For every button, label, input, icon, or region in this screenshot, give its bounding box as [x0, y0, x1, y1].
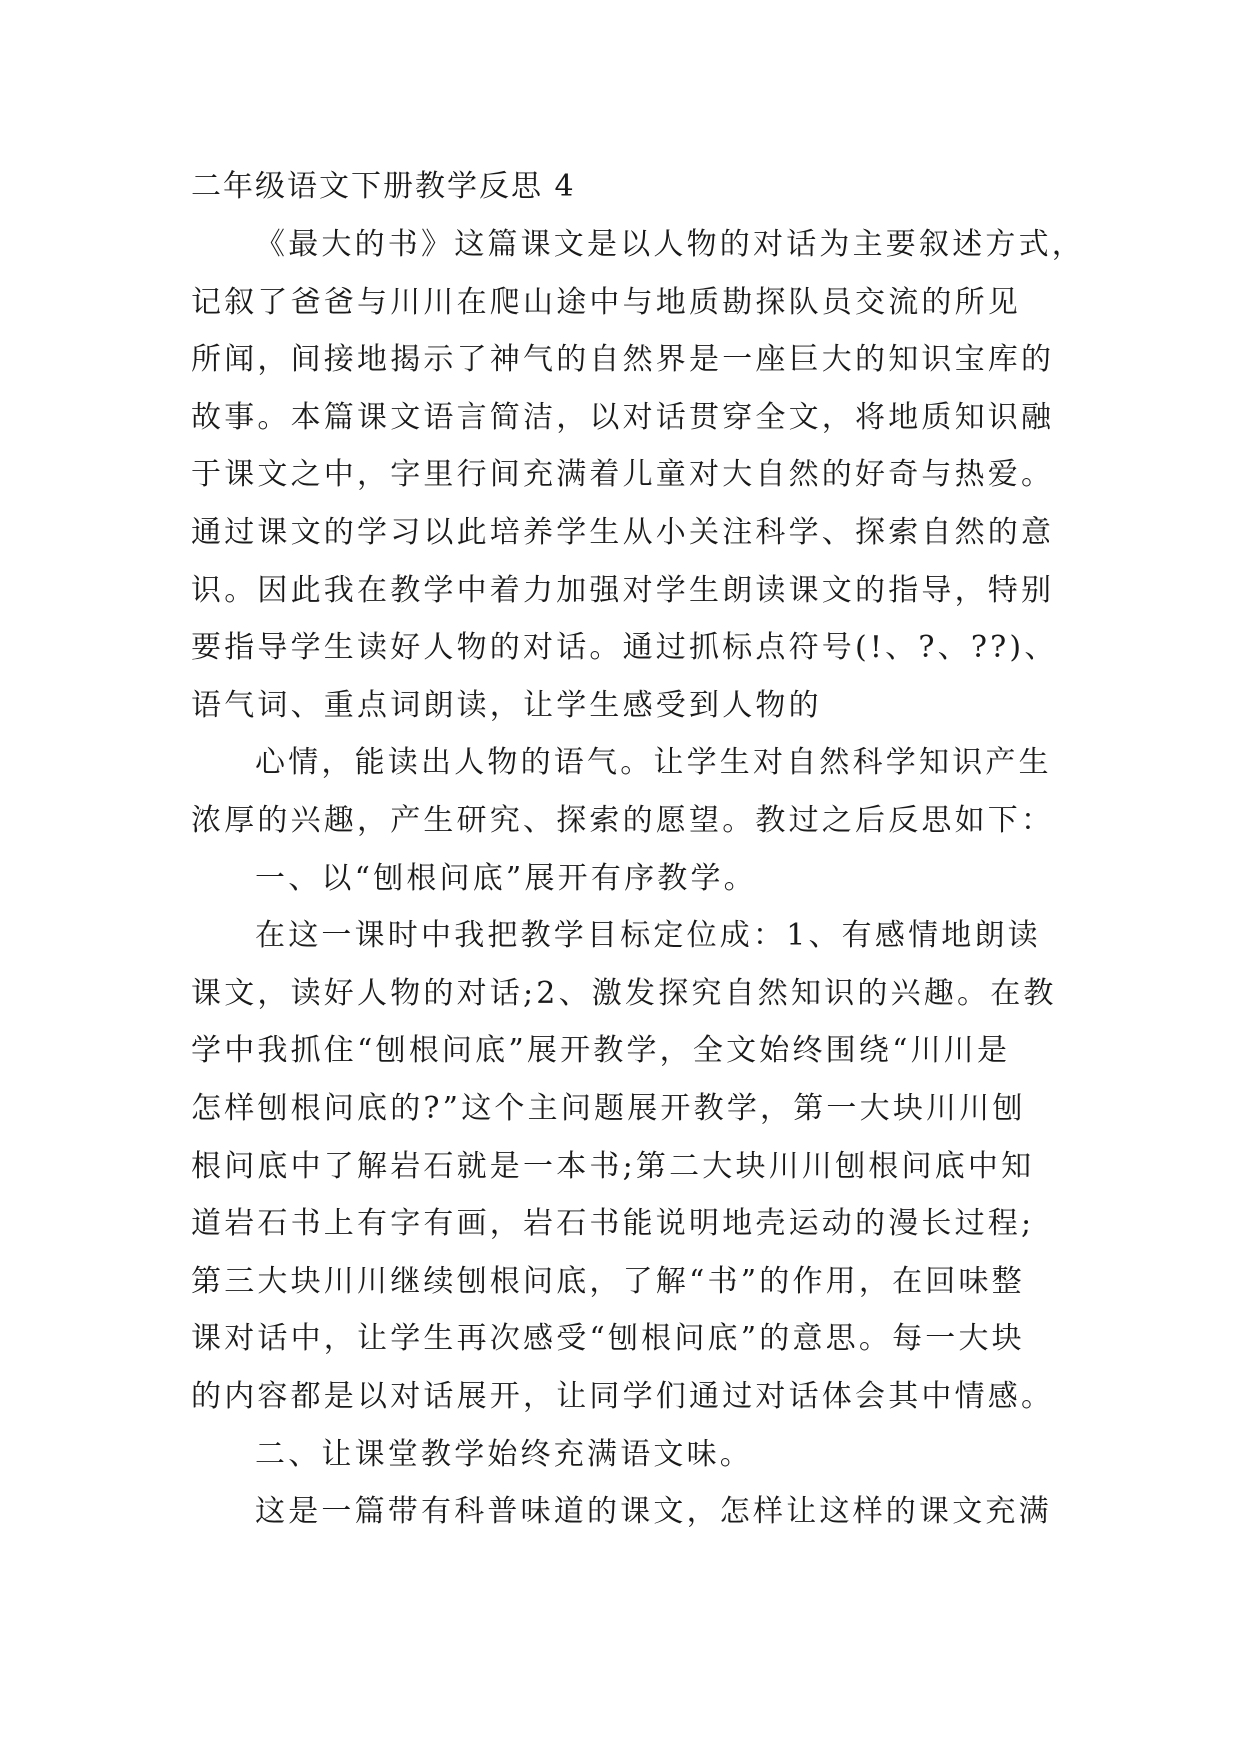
- paragraph-line: 于课文之中，字里行间充满着儿童对大自然的好奇与热爱。: [191, 457, 1055, 492]
- paragraph-line: 这是一篇带有科普味道的课文，怎样让这样的课文充满: [255, 1494, 1052, 1529]
- paragraph-line: 的内容都是以对话展开，让同学们通过对话体会其中情感。: [191, 1379, 1055, 1414]
- paragraph-line: 道岩石书上有字有画，岩石书能说明地壳运动的漫长过程;: [191, 1206, 1035, 1241]
- document-title: 二年级语文下册教学反思 4: [191, 169, 576, 204]
- paragraph-line: 故事。本篇课文语言简洁，以对话贯穿全文，将地质知识融: [191, 400, 1055, 435]
- paragraph-line: 记叙了爸爸与川川在爬山途中与地质勘探队员交流的所见: [191, 285, 1021, 320]
- paragraph-line: 识。因此我在教学中着力加强对学生朗读课文的指导，特别: [191, 573, 1055, 608]
- paragraph-line: 课对话中，让学生再次感受“刨根问底”的意思。每一大块: [191, 1321, 1025, 1356]
- paragraph-line: 《最大的书》这篇课文是以人物的对话为主要叙述方式，: [255, 227, 1085, 262]
- paragraph-line: 语气词、重点词朗读，让学生感受到人物的: [191, 688, 822, 723]
- section-heading: 二、让课堂教学始终充满语文味。: [255, 1437, 753, 1472]
- paragraph-line: 浓厚的兴趣，产生研究、探索的愿望。教过之后反思如下：: [191, 803, 1055, 838]
- paragraph-line: 通过课文的学习以此培养学生从小关注科学、探索自然的意: [191, 515, 1055, 550]
- paragraph-line: 要指导学生读好人物的对话。通过抓标点符号(!、?、??)、: [191, 630, 1058, 665]
- paragraph-line: 第三大块川川继续刨根问底，了解“书”的作用，在回味整: [191, 1264, 1025, 1299]
- paragraph-line: 心情，能读出人物的语气。让学生对自然科学知识产生: [255, 745, 1052, 780]
- paragraph-line: 课文，读好人物的对话;2、激发探究自然知识的兴趣。在教: [191, 976, 1057, 1011]
- section-heading: 一、以“刨根问底”展开有序教学。: [255, 861, 757, 896]
- paragraph-line: 学中我抓住“刨根问底”展开教学，全文始终围绕“川川是: [191, 1033, 1011, 1068]
- paragraph-line: 根问底中了解岩石就是一本书;第二大块川川刨根问底中知: [191, 1149, 1035, 1184]
- paragraph-line: 所闻，间接地揭示了神气的自然界是一座巨大的知识宝库的: [191, 342, 1055, 377]
- paragraph-line: 在这一课时中我把教学目标定位成：1、有感情地朗读: [255, 918, 1041, 953]
- paragraph-line: 怎样刨根问底的?”这个主问题展开教学，第一大块川川刨: [191, 1091, 1026, 1126]
